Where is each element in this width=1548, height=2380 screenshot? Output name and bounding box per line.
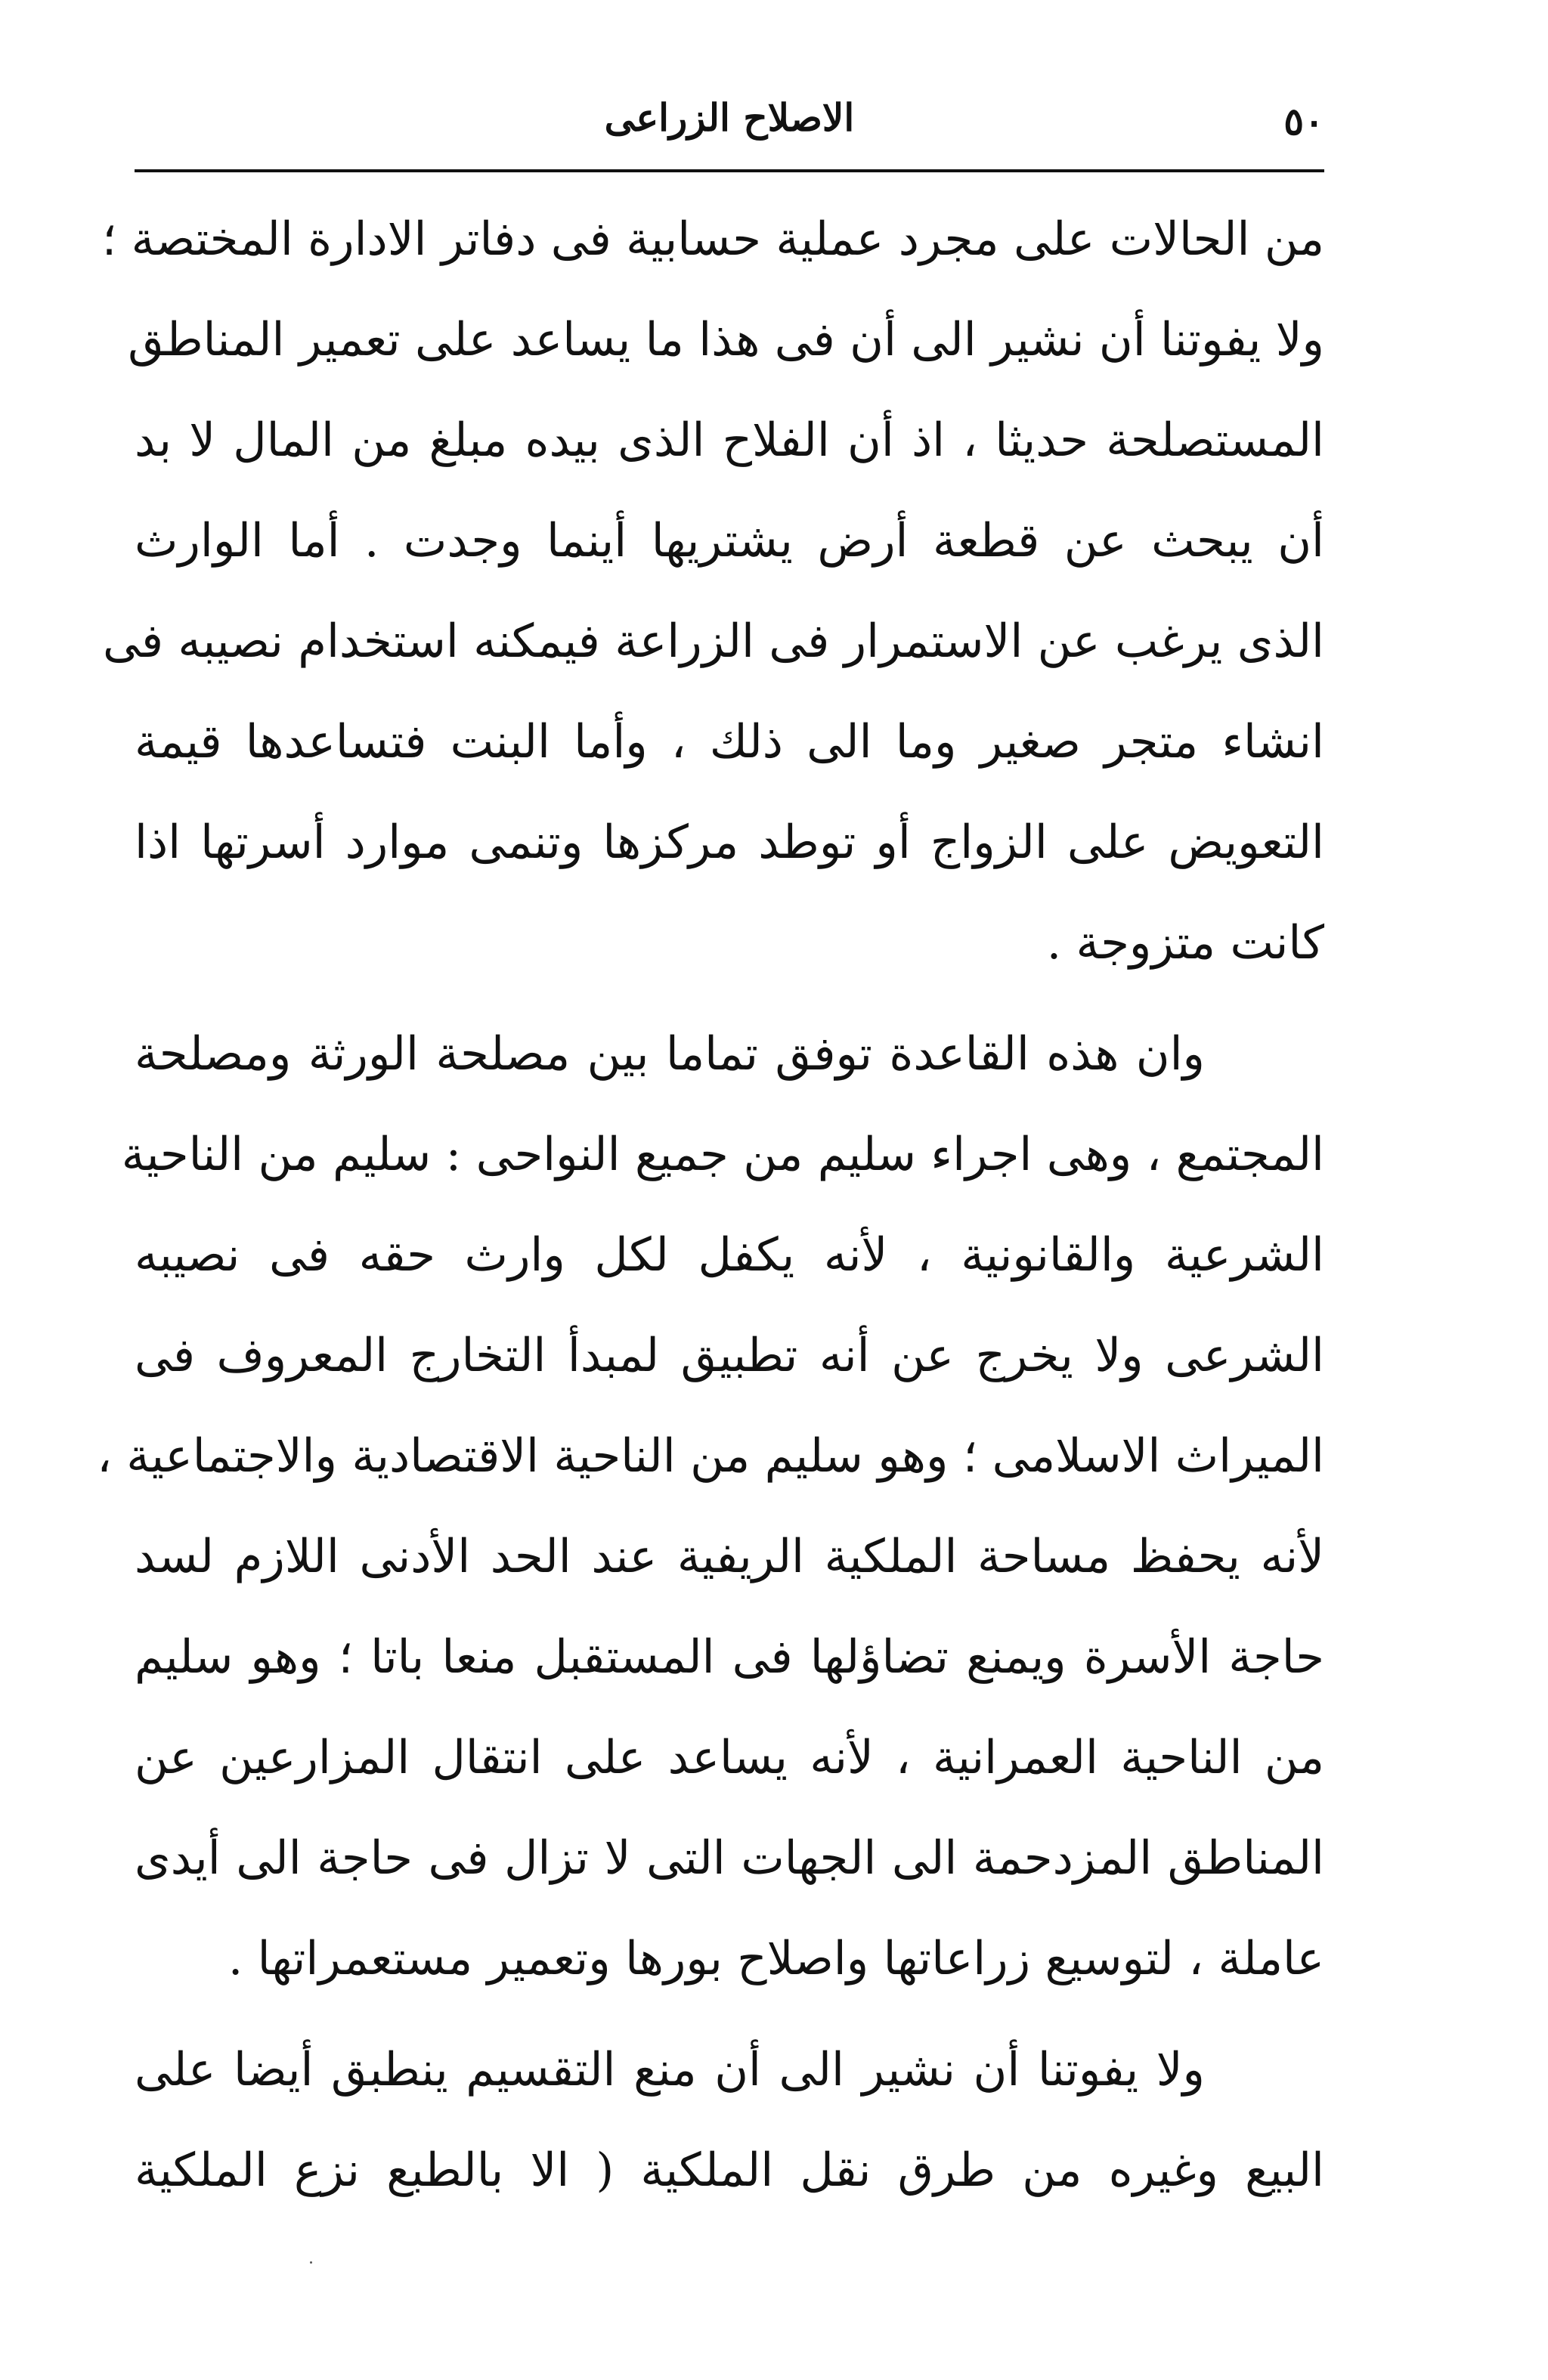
- text-line: كانت متزوجة .: [1046, 916, 1324, 970]
- text-line: الذى يرغب عن الاستمرار فى الزراعة فيمكنه استخدام نصيبه فى: [103, 614, 1324, 668]
- paragraph-gap: [135, 2009, 1324, 2019]
- body-text: [97, 189, 1324, 2221]
- paragraph: [135, 2019, 1324, 2221]
- text-line: انشاء متجر صغير وما الى ذلك ، وأما البنت فتساعدها قيمة: [135, 715, 1324, 769]
- paragraph: [101, 189, 1324, 993]
- text-line: من الناحية العمرانية ، لأنه يساعد على انتقال المزارعين عن: [135, 1731, 1324, 1784]
- text-line: الشرعية والقانونية ، لأنه يكفل لكل وارث حقه فى نصيبه: [135, 1228, 1324, 1282]
- text-line: البيع وغيره من طرق نقل الملكية ( الا بالطبع نزع الملكية: [135, 2143, 1324, 2197]
- page-header: [135, 97, 1324, 172]
- text-line: المستصلحة حديثا ، اذ أن الفلاح الذى بيده مبلغ من المال لا بد: [135, 413, 1324, 467]
- text-line: وان هذه القاعدة توفق تماما بين مصلحة الورثة ومصلحة: [135, 1027, 1205, 1081]
- text-line: الميراث الاسلامى ؛ وهو سليم من الناحية الاقتصادية والاجتماعية ،: [97, 1429, 1324, 1483]
- text-line: الشرعى ولا يخرج عن أنه تطبيق لمبدأ التخارج المعروف فى: [135, 1329, 1324, 1382]
- text-line: ولا يفوتنا أن نشير الى أن فى هذا ما يساعد على تعمير المناطق: [128, 313, 1324, 367]
- text-line: من الحالات على مجرد عملية حسابية فى دفاتر الادارة المختصة ؛: [101, 212, 1324, 266]
- header-rule: [135, 169, 1324, 172]
- text-line: التعويض على الزواج أو توطد مركزها وتنمى موارد أسرتها اذا: [135, 816, 1324, 869]
- text-line: عاملة ، لتوسيع زراعاتها واصلاح بورها وتعمير مستعمراتها .: [228, 1932, 1324, 1985]
- print-speck: [310, 2261, 312, 2264]
- paragraph: [97, 1004, 1324, 2009]
- text-line: أن يبحث عن قطعة أرض يشتريها أينما وجدت . أما الوارث: [135, 514, 1324, 568]
- text-line: المناطق المزدحمة الى الجهات التى لا تزال فى حاجة الى أيدى: [135, 1831, 1324, 1885]
- paragraph-gap: [135, 993, 1324, 1004]
- text-line: المجتمع ، وهى اجراء سليم من جميع النواحى : سليم من الناحية: [121, 1128, 1324, 1181]
- text-line: ولا يفوتنا أن نشير الى أن منع التقسيم ينطبق أيضا على: [135, 2043, 1205, 2097]
- text-line: لأنه يحفظ مساحة الملكية الريفية عند الحد الأدنى اللازم لسد: [135, 1530, 1324, 1583]
- page-number: ٥٠: [1283, 99, 1324, 144]
- running-title: الاصلاح الزراعى: [604, 95, 855, 140]
- text-line: حاجة الأسرة ويمنع تضاؤلها فى المستقبل منعا باتا ؛ وهو سليم: [135, 1630, 1324, 1684]
